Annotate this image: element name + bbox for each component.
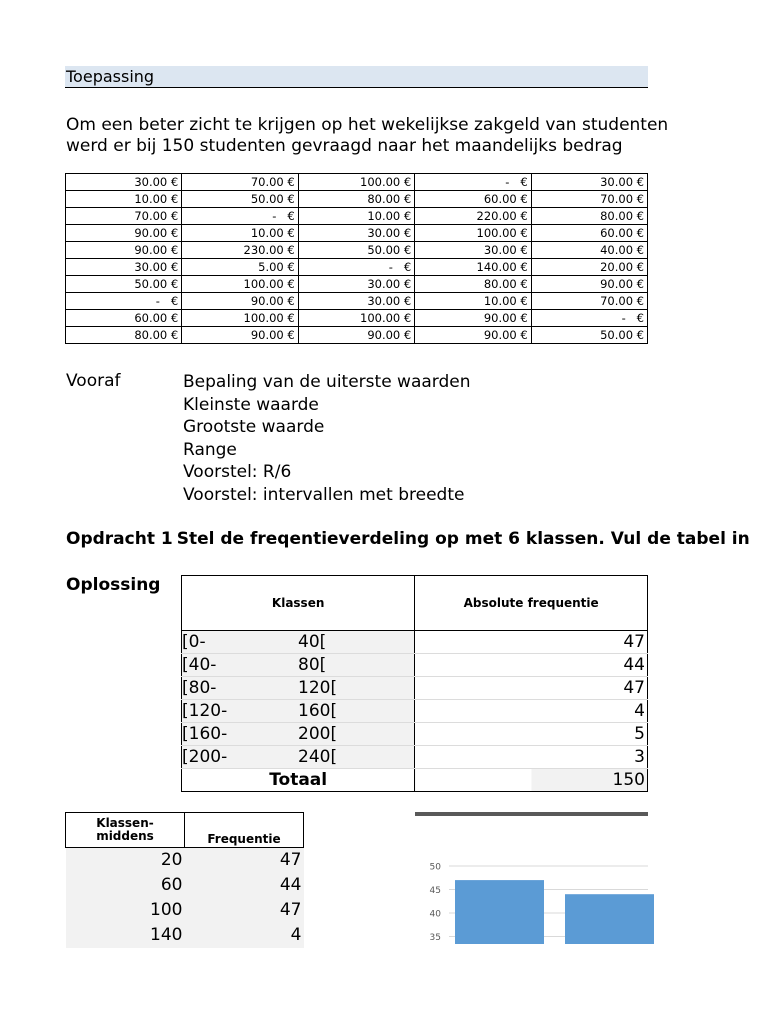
class-frequency: 44: [415, 654, 648, 677]
table-row: [182, 700, 648, 723]
class-frequency: 4: [415, 700, 648, 723]
header-absolute-frequentie: Absolute frequentie: [415, 576, 648, 631]
table-row: [182, 654, 648, 677]
table-cell: 20.00 €: [531, 259, 647, 276]
table-cell: 100.00 €: [182, 276, 299, 293]
table-row: [66, 873, 304, 898]
table-cell: 30.00 €: [66, 259, 182, 276]
table-row: [182, 723, 648, 746]
class-lower: [40-: [182, 655, 217, 675]
table-cell: 70.00 €: [182, 174, 299, 191]
table-cell: 100.00 €: [182, 310, 299, 327]
vooraf-list: [183, 371, 471, 506]
table-cell: 50.00 €: [182, 191, 299, 208]
table-cell: - €: [298, 259, 415, 276]
table-cell: 40.00 €: [531, 242, 647, 259]
table-cell: - €: [182, 208, 299, 225]
intro-line-1: Om een beter zicht te krijgen op het wekelijkse zakgeld van studenten: [66, 115, 669, 135]
class-frequency: 47: [415, 631, 648, 654]
class-upper: 160[: [298, 701, 338, 721]
table-cell: 90.00 €: [531, 276, 647, 293]
table-cell: 30.00 €: [298, 293, 415, 310]
class-upper: 240[: [298, 747, 338, 767]
vooraf-item: Voorstel: intervallen met breedte: [183, 484, 465, 505]
table-row: [182, 746, 648, 769]
table-cell: 90.00 €: [298, 327, 415, 344]
table-row: [66, 898, 304, 923]
table-cell: 70.00 €: [531, 191, 647, 208]
vooraf-item: Kleinste waarde: [183, 394, 319, 415]
table-cell: 10.00 €: [182, 225, 299, 242]
header-klassen: Klassen: [182, 576, 415, 631]
table-cell: 90.00 €: [182, 293, 299, 310]
total-row: [182, 769, 648, 792]
total-label: Totaal: [182, 769, 415, 792]
table-cell: 220.00 €: [415, 208, 532, 225]
class-interval: [182, 746, 415, 769]
table-cell: 60.00 €: [66, 310, 182, 327]
table-cell: 60.00 €: [415, 191, 532, 208]
solution-label: Oplossing: [66, 575, 161, 595]
vooraf-item: Bepaling van de uiterste waarden: [183, 372, 471, 392]
vooraf-item: Range: [183, 439, 237, 460]
section-title: Toepassing: [65, 66, 648, 88]
midpoints-table: [65, 812, 304, 948]
midpoint-value: 60: [66, 873, 185, 898]
table-cell: 90.00 €: [66, 225, 182, 242]
frequency-table: [181, 575, 648, 792]
table-cell: - €: [531, 310, 647, 327]
class-frequency: 3: [415, 746, 648, 769]
class-interval: [182, 654, 415, 677]
table-cell: 5.00 €: [182, 259, 299, 276]
table-cell: - €: [66, 293, 182, 310]
assignment-label: Opdracht 1: [66, 529, 173, 549]
table-cell: 50.00 €: [298, 242, 415, 259]
y-tick-label: 35: [429, 933, 441, 943]
table-cell: 10.00 €: [298, 208, 415, 225]
midpoint-value: 20: [66, 848, 185, 874]
table-cell: 60.00 €: [531, 225, 647, 242]
class-interval: [182, 700, 415, 723]
class-lower: [160-: [182, 724, 228, 744]
table-row: [66, 259, 648, 276]
class-interval: [182, 723, 415, 746]
table-cell: 30.00 €: [66, 174, 182, 191]
table-cell: - €: [415, 174, 532, 191]
y-tick-label: 45: [429, 886, 441, 896]
class-interval: [182, 677, 415, 700]
y-tick-label: 40: [429, 909, 441, 920]
class-upper: 80[: [298, 655, 327, 675]
table-cell: 90.00 €: [182, 327, 299, 344]
table-row: [66, 174, 648, 191]
raw-data-table: [65, 173, 648, 344]
table-cell: 90.00 €: [415, 310, 532, 327]
header-frequentie: Frequentie: [185, 813, 304, 848]
table-row: [66, 327, 648, 344]
vooraf-item: Voorstel: R/6: [183, 462, 292, 482]
table-cell: 80.00 €: [298, 191, 415, 208]
header-klassenmiddens: Klassen- middens: [66, 813, 185, 848]
midpoint-value: 100: [66, 898, 185, 923]
intro-text: [66, 115, 766, 157]
table-cell: 140.00 €: [415, 259, 532, 276]
midpoint-frequency: 4: [185, 923, 304, 948]
midpoint-frequency: 44: [185, 873, 304, 898]
table-cell: 50.00 €: [531, 327, 647, 344]
assignment-text: Stel de freqentieverdeling op met 6 klassen. Vul de tabel in: [176, 529, 750, 549]
midpoint-frequency: 47: [185, 898, 304, 923]
class-upper: 120[: [298, 678, 338, 698]
midpoint-value: 140: [66, 923, 185, 948]
table-row: [66, 276, 648, 293]
table-row: [66, 191, 648, 208]
table-cell: 50.00 €: [66, 276, 182, 293]
table-row: [182, 677, 648, 700]
assignment: [66, 529, 750, 549]
table-row: [66, 848, 304, 874]
intro-line-2: werd er bij 150 studenten gevraagd naar het maandelijks bedrag: [66, 136, 623, 156]
table-row: [66, 310, 648, 327]
table-cell: 30.00 €: [298, 276, 415, 293]
table-cell: 70.00 €: [531, 293, 647, 310]
table-cell: 70.00 €: [66, 208, 182, 225]
histogram-chart: [415, 812, 648, 943]
class-upper: 40[: [298, 632, 327, 652]
table-cell: 90.00 €: [66, 242, 182, 259]
table-row: [66, 293, 648, 310]
class-upper: 200[: [298, 724, 338, 744]
bar: [455, 880, 544, 944]
class-lower: [200-: [182, 747, 228, 767]
table-cell: 10.00 €: [415, 293, 532, 310]
vooraf-item: Grootste waarde: [183, 417, 325, 437]
table-row: [66, 208, 648, 225]
table-cell: 30.00 €: [531, 174, 647, 191]
y-tick-label: 50: [429, 862, 441, 873]
class-interval: [182, 631, 415, 654]
table-row: [66, 225, 648, 242]
table-row: [182, 631, 648, 654]
table-cell: 30.00 €: [415, 242, 532, 259]
bar: [565, 894, 654, 944]
class-frequency: 5: [415, 723, 648, 746]
table-cell: 80.00 €: [415, 276, 532, 293]
table-row: [66, 923, 304, 948]
class-lower: [120-: [182, 701, 228, 721]
class-lower: [0-: [182, 632, 206, 652]
chart-top-border: [415, 812, 648, 816]
table-cell: 30.00 €: [298, 225, 415, 242]
midpoint-frequency: 47: [185, 848, 304, 874]
table-cell: 80.00 €: [531, 208, 647, 225]
vooraf-label: Vooraf: [66, 371, 121, 391]
table-cell: 100.00 €: [298, 310, 415, 327]
table-cell: 10.00 €: [66, 191, 182, 208]
total-value: 150: [415, 769, 648, 792]
table-cell: 80.00 €: [66, 327, 182, 344]
table-cell: 100.00 €: [415, 225, 532, 242]
table-cell: 230.00 €: [182, 242, 299, 259]
table-row: [66, 242, 648, 259]
class-lower: [80-: [182, 678, 217, 698]
class-frequency: 47: [415, 677, 648, 700]
table-cell: 90.00 €: [415, 327, 532, 344]
table-cell: 100.00 €: [298, 174, 415, 191]
